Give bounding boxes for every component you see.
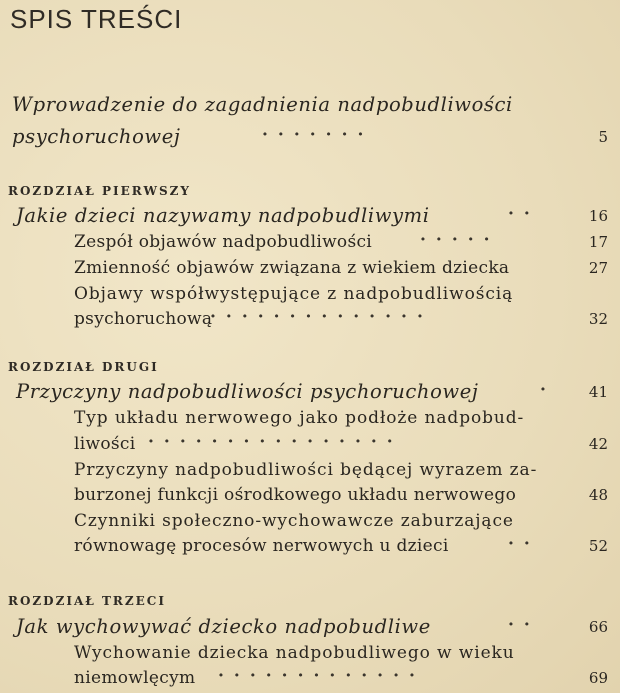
chapter1-section1 <box>0 229 620 255</box>
section-title: Zmienność objawów związana z wiekiem dziecka <box>74 258 510 278</box>
chapter1-section3-cont <box>0 306 620 332</box>
chapter3-entry <box>0 614 620 640</box>
section-page-number: 27 <box>588 259 608 277</box>
leader-dots: ················ <box>148 432 403 452</box>
chapter1-section2 <box>0 255 620 281</box>
leader-dots: ·· <box>508 615 540 635</box>
section-title: Wychowanie dziecka nadpobudliwego w wieku <box>74 643 515 663</box>
leader-dots: ·· <box>508 534 540 554</box>
section-title: Objawy współwystępujące z nadpobudliwością <box>74 284 514 304</box>
leader-dots: · <box>540 380 556 400</box>
section-title-cont: burzonej funkcji ośrodkowego układu nerwowego <box>74 485 517 505</box>
chapter2-label: ROZDZIAŁ DRUGI <box>8 360 159 374</box>
intro-entry <box>0 92 620 118</box>
leader-dots: ············· <box>218 666 425 686</box>
chapter2-section1 <box>0 405 620 431</box>
section-title: Przyczyny nadpobudliwości będącej wyrazem za- <box>74 460 538 480</box>
chapter3-section1-cont <box>0 665 620 691</box>
section-title-cont: niemowlęcym <box>74 668 196 688</box>
chapter2-entry <box>0 379 620 405</box>
chapter1-title: Jakie dzieci nazywamy nadpobudliwymi <box>16 204 430 227</box>
leader-dots: ······· <box>262 125 374 145</box>
intro-title-line1: Wprowadzenie do zagadnienia nadpobudliwości <box>12 93 513 116</box>
chapter2-section1-cont <box>0 431 620 457</box>
chapter1-page-number: 16 <box>588 207 608 225</box>
section-title: Czynniki społeczno-wychowawcze zaburzające <box>74 511 514 531</box>
intro-entry-cont <box>0 124 620 150</box>
section-page-number: 42 <box>588 435 608 453</box>
chapter2-section2 <box>0 457 620 483</box>
intro-page-number: 5 <box>598 128 608 146</box>
section-title-cont: równowagę procesów nerwowych u dzieci <box>74 536 449 556</box>
section-page-number: 48 <box>588 486 608 504</box>
chapter3-label: ROZDZIAŁ TRZECI <box>8 594 166 608</box>
section-page-number: 52 <box>588 537 608 555</box>
section-title: Typ układu nerwowego jako podłoże nadpobud- <box>74 408 525 428</box>
leader-dots: ·· <box>508 204 540 224</box>
section-page-number: 17 <box>588 233 608 251</box>
intro-title-line2: psychoruchowej <box>12 125 181 148</box>
chapter1-label: ROZDZIAŁ PIERWSZY <box>8 184 191 198</box>
section-page-number: 32 <box>588 310 608 328</box>
chapter3-page-number: 66 <box>588 618 608 636</box>
leader-dots: ·············· <box>210 307 433 327</box>
page-title: SPIS TREŚCI <box>10 4 183 34</box>
section-page-number: 69 <box>588 669 608 687</box>
chapter2-title: Przyczyny nadpobudliwości psychoruchowej <box>16 380 479 403</box>
chapter1-entry <box>0 203 620 229</box>
leader-dots: ····· <box>420 230 500 250</box>
chapter2-section2-cont <box>0 482 620 508</box>
chapter2-page-number: 41 <box>588 383 608 401</box>
chapter2-section3-cont <box>0 533 620 559</box>
chapter3-title: Jak wychowywać dziecko nadpobudliwe <box>16 615 431 638</box>
section-title: Zespół objawów nadpobudliwości <box>74 232 373 252</box>
section-title-cont: psychoruchową <box>74 309 213 329</box>
section-title-cont: liwości <box>74 434 136 454</box>
